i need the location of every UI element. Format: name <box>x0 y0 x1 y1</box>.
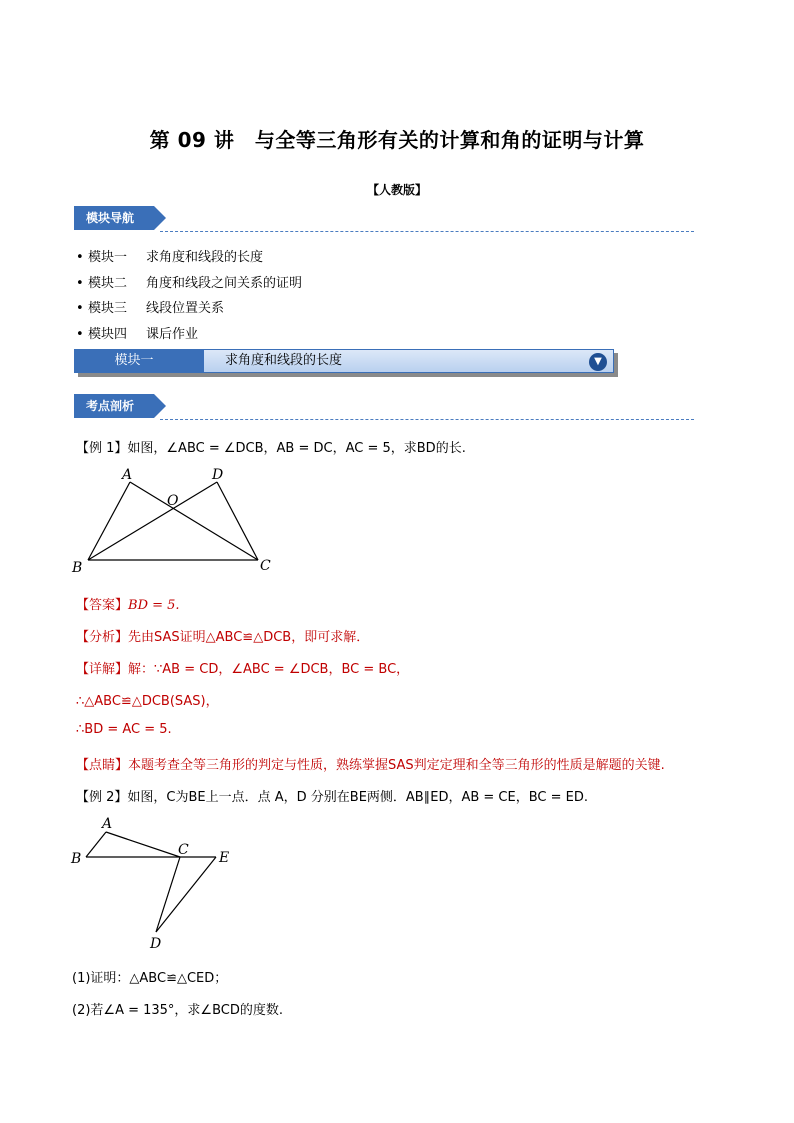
example1-comment <box>76 754 665 773</box>
comment-text: 本题考查全等三角形的判定与性质，熟练掌握SAS判定定理和全等三角形的性质是解题的关键. <box>128 758 665 773</box>
detail-line-2: ∴△ABC≌△DCB(SAS)， <box>76 694 219 709</box>
module-bar-title-text: 求角度和线段的长度 <box>225 353 343 368</box>
divider <box>160 419 694 420</box>
example1-figure <box>70 462 280 578</box>
nav-item-key: 模块二 <box>88 276 128 291</box>
example2-figure <box>66 812 246 954</box>
section-tag <box>74 394 154 418</box>
edition-label: 【人教版】 <box>366 183 427 197</box>
nav-item-key: 模块四 <box>88 327 128 342</box>
label-C: C <box>260 558 271 574</box>
detail-tag: 【详解】 <box>76 662 129 677</box>
module-bar-label-text: 模块一 <box>114 353 154 368</box>
nav-item-4[interactable] <box>76 323 198 342</box>
nav-item-label: 角度和线段之间关系的证明 <box>146 276 303 291</box>
nav-item-label: 线段位置关系 <box>146 301 225 316</box>
nav-item-key: 模块三 <box>88 301 128 316</box>
comment-tag: 【点睛】 <box>76 758 129 773</box>
example1-answer <box>76 594 180 613</box>
label-D: D <box>212 467 224 483</box>
example2-part2: (2)若∠A = 135°，求∠BCD的度数. <box>72 1003 283 1018</box>
label-B: B <box>72 560 83 576</box>
bullet: • <box>76 250 84 265</box>
nav-item-1[interactable] <box>76 246 263 265</box>
module-bar[interactable] <box>74 349 614 373</box>
nav-item-key: 模块一 <box>88 250 128 265</box>
example1-analysis <box>76 626 369 645</box>
example2-part1: (1)证明：△ABC≌△CED； <box>72 971 228 986</box>
analysis-text: 先由SAS证明△ABC≌△DCB，即可求解． <box>128 630 370 645</box>
label-O: O <box>167 493 179 509</box>
module-bar-title <box>194 349 614 373</box>
page-title: 第 09 讲 与全等三角形有关的计算和角的证明与计算 <box>149 128 645 152</box>
nav-item-2[interactable] <box>76 272 302 291</box>
label-C: C <box>178 842 189 858</box>
nav-item-label: 课后作业 <box>146 327 199 342</box>
label-A: A <box>102 816 113 832</box>
example2-question: 【例 2】如图，C为BE上一点．点 A，D 分别在BE两侧．AB∥ED，AB = CE，BC = ED. <box>76 790 588 805</box>
bullet: • <box>76 327 84 342</box>
label-A: A <box>122 467 133 483</box>
answer-tag: 【答案】 <box>76 598 129 613</box>
section-tag-label: 考点剖析 <box>86 399 135 413</box>
example1-question: 【例 1】如图，∠ABC = ∠DCB，AB = DC，AC = 5，求BD的长. <box>76 441 466 456</box>
label-D: D <box>150 936 162 952</box>
nav-item-label: 求角度和线段的长度 <box>146 250 264 265</box>
divider <box>160 231 694 232</box>
module-nav-tag <box>74 206 154 230</box>
bullet: • <box>76 276 84 291</box>
label-B: B <box>71 851 82 867</box>
module-bar-label <box>74 349 204 373</box>
chevron-down-icon[interactable]: ▼ <box>589 353 607 371</box>
analysis-tag: 【分析】 <box>76 630 129 645</box>
example1-detail <box>76 658 409 677</box>
detail-line-1: 解：∵AB = CD，∠ABC = ∠DCB，BC = BC， <box>128 662 410 677</box>
label-E: E <box>219 850 230 866</box>
bullet: • <box>76 301 84 316</box>
module-nav-tag-label: 模块导航 <box>86 211 135 225</box>
detail-line-3: ∴BD = AC = 5. <box>76 722 172 737</box>
nav-item-3[interactable] <box>76 297 224 316</box>
answer-text: BD = 5. <box>128 598 180 613</box>
